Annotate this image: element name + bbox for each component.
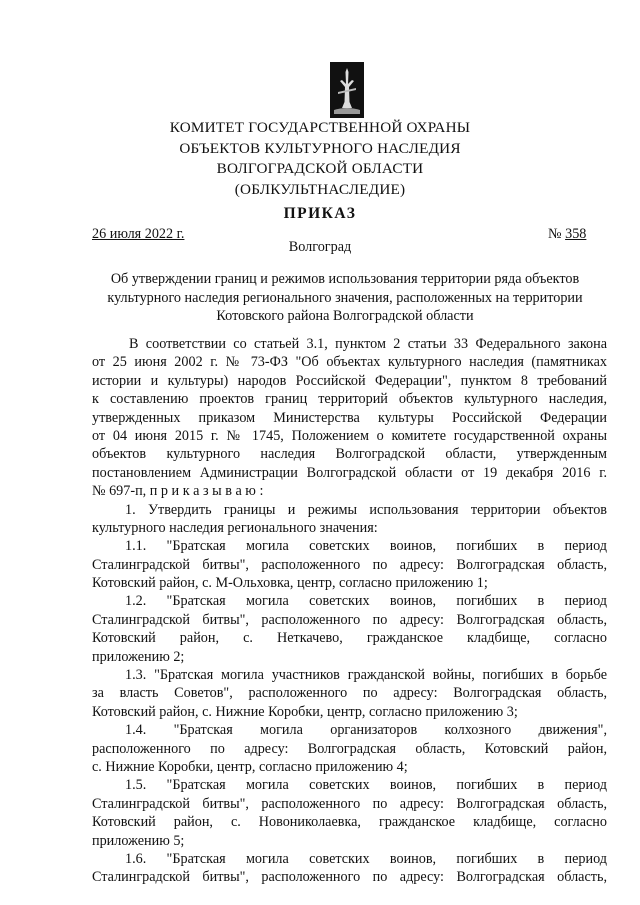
body-line: за власть Советов", расположенного по адресу: Волгоградская область, <box>92 685 607 702</box>
body-line: к составлению проектов границ территорий объектов культурного наследия, <box>92 391 607 408</box>
coat-of-arms-icon <box>330 62 364 118</box>
body-line: Сталинградской битвы", расположенного по адресу: Волгоградская область, <box>92 869 607 886</box>
body-line: от 04 июня 2015 г. № 1745, Положением о комитете государственной охраны <box>92 427 607 444</box>
org-line: (ОБЛКУЛЬТНАСЛЕДИЕ) <box>234 180 406 198</box>
body-line: приложению 5; <box>92 832 185 849</box>
body-line: 1.1. "Братская могила советских воинов, погибших в период <box>125 538 607 555</box>
body-line: Сталинградской битвы", расположенного по адресу: Волгоградская область, <box>92 795 607 812</box>
body-line: В соответствии со статьей 3.1, пунктом 2 статьи 33 Федерального закона <box>129 336 607 352</box>
org-line: ВОЛГОГРАДСКОЙ ОБЛАСТИ <box>216 160 424 177</box>
order-subject <box>85 270 605 326</box>
body-line: истории и культуры) народов Российской Федерации", пунктом 8 требований <box>92 372 607 389</box>
body-line: утвержденных приказом Министерства культуры Российской Федерации <box>92 409 607 426</box>
body-line: № 697-п, п р и к а з ы в а ю : <box>92 483 264 500</box>
subject-line: Об утверждении границ и режимов использования территории ряда объектов <box>110 271 580 287</box>
body-line: 1.6. "Братская могила советских воинов, погибших в период <box>125 850 607 867</box>
body-line: Котовский район, с. М-Ольховка, центр, согласно приложению 1; <box>92 575 488 592</box>
body-line: культурного наследия регионального значения: <box>92 519 378 536</box>
body-line: от 25 июня 2002 г. № 73-ФЗ "Об объектах культурного наследия (памятниках <box>92 354 607 371</box>
coat-of-arms-graphic <box>330 62 364 118</box>
order-title: ПРИКАЗ <box>283 205 357 222</box>
org-line: КОМИТЕТ ГОСУДАРСТВЕННОЙ ОХРАНЫ <box>169 119 471 136</box>
body-line: Сталинградской битвы", расположенного по адресу: Волгоградская область, <box>92 611 607 628</box>
body-line: с. Нижние Коробки, центр, согласно приложению 4; <box>92 758 408 775</box>
body-line: 1. Утвердить границы и режимы использования территории объектов <box>125 501 607 518</box>
order-number-prefix: № <box>548 226 566 242</box>
organization-header <box>0 118 640 200</box>
body-line: Котовский район, с. Неткачево, гражданское кладбище, согласно <box>92 630 607 647</box>
order-number-value: 358 <box>565 226 587 242</box>
body-line: приложению 2; <box>92 648 185 665</box>
body-line: объектов культурного наследия Волгоградской области, утвержденным <box>92 446 607 463</box>
body-line: 1.3. "Братская могила участников гражданской войны, погибших в борьбе <box>125 667 607 684</box>
body-line: 1.2. "Братская могила советских воинов, погибших в период <box>125 593 607 610</box>
body-line: 1.4. "Братская могила организаторов колхозного движения", <box>125 722 607 739</box>
org-line: ОБЪЕКТОВ КУЛЬТУРНОГО НАСЛЕДИЯ <box>179 139 461 157</box>
body-line: Сталинградской битвы", расположенного по адресу: Волгоградская область, <box>92 556 607 573</box>
order-date: 26 июля 2022 г. <box>92 226 185 242</box>
body-line: расположенного по адресу: Волгоградская область, Котовский район, <box>92 740 607 757</box>
order-city: Волгоград <box>288 239 352 255</box>
body-line: Котовский район, с. Новониколаевка, гражданское кладбище, согласно <box>92 814 607 831</box>
body-line: 1.5. "Братская могила советских воинов, погибших в период <box>125 777 607 794</box>
body-line: Котовский район, с. Нижние Коробки, центр, согласно приложению 3; <box>92 703 518 720</box>
order-body <box>92 335 607 887</box>
subject-line: Котовского района Волгоградской области <box>216 308 474 324</box>
subject-line: культурного наследия регионального значения, расположенных на территории <box>107 289 583 306</box>
body-line: постановлением Администрации Волгоградской области от 19 декабря 2016 г. <box>92 464 607 481</box>
